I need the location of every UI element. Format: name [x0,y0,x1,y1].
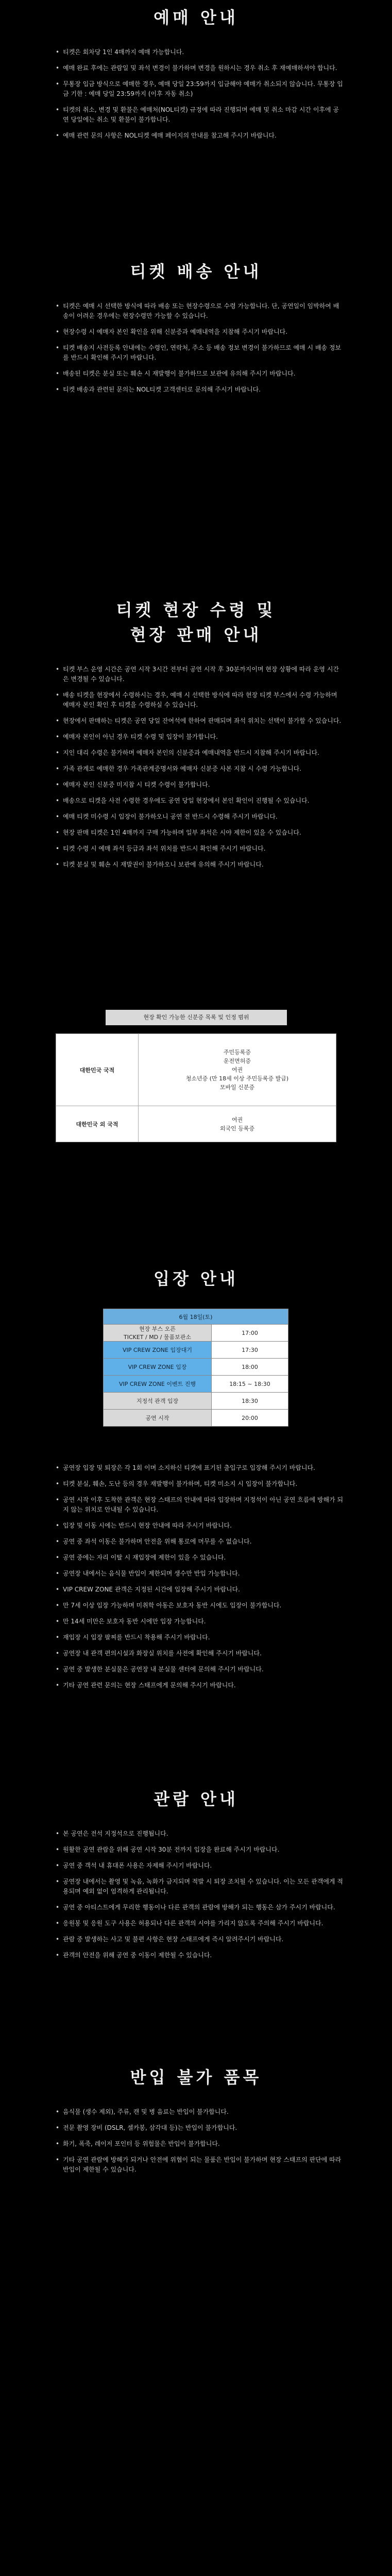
list-item: • 원활한 공연 관람을 위해 공연 시작 30분 전까지 입장을 완료해 주시기 바랍니다. [56,1845,344,1855]
entry-label: VIP CREW ZONE 입장대기 [104,1342,212,1359]
reservation-title-text: 예매 안내 [154,8,238,27]
list-item: • 공연 중에는 자리 이탈 시 재입장에 제한이 있을 수 있습니다. [56,1553,344,1563]
entry-label: VIP CREW ZONE 입장 [104,1359,212,1376]
table-row [56,1106,336,1142]
entry-time: 17:30 [212,1342,288,1359]
entry-label: 현장 부스 오픈 TICKET / MD / 물품보관소 [104,1325,212,1342]
banned-section-title [0,2066,392,2089]
id-list-pill: 현장 확인 가능한 신분증 목록 및 인정 범위 [106,1010,287,1025]
list-item: • 전문 촬영 장비 (DSLR, 셀카봉, 삼각대 등)는 반입이 불가합니다. [56,2123,344,2133]
onsite-section-title [0,598,392,647]
list-item: • 기타 공연 관련 문의는 현장 스태프에게 문의해 주시기 바랍니다. [56,1681,344,1690]
onsite-list [56,665,344,876]
list-item: • 본 공연은 전석 지정석으로 진행됩니다. [56,1829,344,1839]
banned-title-text: 반입 불가 품목 [130,2067,262,2087]
list-item: • 예매 완료 후에는 관람일 및 좌석 변경이 불가하며 변경을 원하시는 경우 취소 후 재예매하셔야 합니다. [56,63,344,73]
list-item: • 티켓의 취소, 변경 및 환불은 예매처(NOL티켓) 규정에 따라 진행되며 예매 및 취소 마감 시간 이후에 공연 당일에는 취소 및 환불이 불가합니다. [56,105,344,125]
list-item: • 현장 판매 티켓은 1인 4매까지 구매 가능하며 일부 좌석은 시야 제한이 있을 수 있습니다. [56,828,344,838]
list-item: • 티켓 분실 및 훼손 시 재발권이 불가하오니 보관에 유의해 주시기 바랍니다. [56,860,344,870]
id-table-label: 대한민국 외 국적 [56,1106,139,1142]
list-item: • 티켓 부스 운영 시간은 공연 시작 3시간 전부터 공연 시작 후 30분까지이며 현장 상황에 따라 운영 시간은 변경될 수 있습니다. [56,665,344,684]
entry-title-text: 입장 안내 [154,1269,238,1289]
delivery-list [56,301,344,401]
entry-list [56,1463,344,1697]
table-row [104,1393,288,1410]
viewing-title-text: 관람 안내 [154,1789,238,1809]
list-item: • 음식물 (생수 제외), 주류, 캔 및 병 음료는 반입이 불가합니다. [56,2107,344,2117]
viewing-section-title [0,1788,392,1810]
list-item: • 예매자 본인 신분증 미지참 시 티켓 수령이 불가합니다. [56,780,344,790]
id-table-value: 여권 외국인 등록증 [139,1106,336,1142]
list-item: • 만 14세 미만은 보호자 동반 시에만 입장 가능합니다. [56,1617,344,1626]
entry-time: 18:30 [212,1393,288,1410]
list-item: • VIP CREW ZONE 관객은 지정된 시간에 입장해 주시기 바랍니다. [56,1585,344,1595]
list-item: • 티켓은 예매 시 선택한 방식에 따라 배송 또는 현장수령으로 수령 가능합니다. 단, 공연일이 임박하여 배송이 어려운 경우에는 현장수령만 가능할 수 있습니다. [56,301,344,321]
list-item: • 공연 시작 이후 도착한 관객은 현장 스태프의 안내에 따라 입장하며 지정석이 아닌 공연 흐름에 방해가 되지 않는 위치로 안내될 수 있습니다. [56,1495,344,1515]
onsite-title-line2: 현장 판매 안내 [130,625,262,645]
table-row [56,1034,336,1106]
banned-list [56,2107,344,2181]
list-item: • 티켓은 회차당 1인 4매까지 예매 가능합니다. [56,47,344,57]
list-item: • 화기, 폭죽, 레이저 포인터 등 위험물은 반입이 불가합니다. [56,2139,344,2149]
viewing-list [56,1829,344,1967]
list-item: • 배송으로 티켓을 사전 수령한 경우에도 공연 당일 현장에서 본인 확인이 진행될 수 있습니다. [56,796,344,806]
list-item: • 공연 중 객석 내 휴대폰 사용은 자제해 주시기 바랍니다. [56,1861,344,1871]
table-row [104,1325,288,1342]
entry-time: 20:00 [212,1410,288,1427]
list-item: • 재입장 시 입장 팔찌를 반드시 착용해 주시기 바랍니다. [56,1633,344,1642]
list-item: • 티켓 수령 시 예매 좌석 등급과 좌석 위치를 반드시 확인해 주시기 바랍니다. [56,844,344,854]
list-item: • 공연장 내 관객 편의시설과 화장실 위치를 사전에 확인해 주시기 바랍니다. [56,1649,344,1658]
list-item: • 관객의 안전을 위해 공연 중 이동이 제한될 수 있습니다. [56,1951,344,1960]
entry-time: 18:00 [212,1359,288,1376]
entry-label: 공연 시작 [104,1410,212,1427]
list-item: • 티켓 배송지 사전등록 안내에는 수령인, 연락처, 주소 등 배송 정보 변경이 불가하므로 예매 시 배송 정보를 반드시 확인해 주시기 바랍니다. [56,343,344,363]
list-item: • 기타 공연 관람에 방해가 되거나 안전에 위협이 되는 물품은 반입이 불가하며 현장 스태프의 판단에 따라 반입이 제한될 수 있습니다. [56,2155,344,2175]
list-item: • 현장에서 판매하는 티켓은 공연 당일 잔여석에 한하여 판매되며 좌석 위치는 선택이 불가할 수 있습니다. [56,716,344,726]
entry-label: 지정석 관객 입장 [104,1393,212,1410]
list-item: • 공연장 입장 및 퇴장은 각 1회 이며 소지하신 티켓에 표기된 출입구로 입장해 주시기 바랍니다. [56,1463,344,1473]
delivery-section-title [0,260,392,283]
list-item: • 배송 티켓을 현장에서 수령하시는 경우, 예매 시 선택한 방식에 따라 현장 티켓 부스에서 수령 가능하며 예매자 본인 확인 후 티켓을 수령하실 수 있습니다. [56,690,344,710]
delivery-title-text: 티켓 배송 안내 [130,262,262,281]
list-item: • 공연 중 아티스트에게 무리한 행동이나 다른 관객의 관람에 방해가 되는 행동은 삼가 주시기 바랍니다. [56,1903,344,1912]
list-item: • 관람 중 발생하는 사고 및 불편 사항은 현장 스태프에게 즉시 알려주시기 바랍니다. [56,1935,344,1944]
list-item: • 가족 관계로 예매한 경우 가족관계증명서와 예매자 신분증 사본 지참 시 수령 가능합니다. [56,764,344,774]
entry-label: VIP CREW ZONE 이벤트 진행 [104,1376,212,1393]
list-item: • 공연 중 좌석 이동은 불가하며 안전을 위해 통로에 머무를 수 없습니다. [56,1537,344,1547]
list-item: • 예매 티켓 미수령 시 입장이 불가하오니 공연 전 반드시 수령해 주시기 바랍니다. [56,812,344,822]
table-row [104,1410,288,1427]
list-item: • 티켓 배송과 관련된 문의는 NOL티켓 고객센터로 문의해 주시기 바랍니다. [56,385,344,395]
entry-time: 18:15 ~ 18:30 [212,1376,288,1393]
list-item: • 현장수령 시 예매자 본인 확인을 위해 신분증과 예매내역을 지참해 주시기 바랍니다. [56,327,344,337]
entry-schedule-table [103,1309,288,1427]
id-table-value: 주민등록증 운전면허증 여권 청소년증 (만 18세 이상 주민등록증 발급) 모바일 신분증 [139,1034,336,1106]
reservation-section-title [0,6,392,29]
list-item: • 만 7세 이상 입장 가능하며 미취학 아동은 보호자 동반 시에도 입장이 불가합니다. [56,1601,344,1611]
list-item: • 입장 및 이동 시에는 반드시 현장 안내에 따라 주시기 바랍니다. [56,1521,344,1531]
onsite-title-line1: 티켓 현장 수령 및 [116,600,276,620]
list-item: • 배송된 티켓은 분실 또는 훼손 시 재발행이 불가하므로 보관에 유의해 주시기 바랍니다. [56,369,344,379]
table-row [104,1342,288,1359]
table-row [104,1359,288,1376]
table-row [104,1376,288,1393]
reservation-list [56,47,344,147]
list-item: • 지인 대리 수령은 불가하며 예매자 본인의 신분증과 예매내역을 반드시 지참해 주시기 바랍니다. [56,748,344,758]
list-item: • 예매자 본인이 아닌 경우 티켓 수령 및 입장이 불가합니다. [56,732,344,742]
list-item: • 티켓 분실, 훼손, 도난 등의 경우 재발행이 불가하며, 티켓 미소지 시 입장이 불가합니다. [56,1479,344,1489]
list-item: • 예매 관련 문의 사항은 NOL티켓 예매 페이지의 안내를 참고해 주시기 바랍니다. [56,131,344,141]
list-item: • 공연장 내에서는 음식물 반입이 제한되며 생수만 반입 가능합니다. [56,1569,344,1579]
list-item: • 공연 중 발생한 분실물은 공연장 내 분실물 센터에 문의해 주시기 바랍니다. [56,1665,344,1674]
list-item: • 응원봉 및 응원 도구 사용은 허용되나 다른 관객의 시야를 가리지 않도록 주의해 주시기 바랍니다. [56,1919,344,1928]
list-item: • 공연장 내에서는 촬영 및 녹음, 녹화가 금지되며 적발 시 퇴장 조치될 수 있습니다. 이는 모든 관객에게 적용되며 예외 없이 엄격하게 관리됩니다. [56,1877,344,1896]
id-table-label: 대한민국 국적 [56,1034,139,1106]
table-header [104,1309,288,1325]
entry-time: 17:00 [212,1325,288,1342]
id-table [56,1033,336,1142]
entry-section-title [0,1267,392,1290]
list-item: • 무통장 입금 방식으로 예매한 경우, 예매 당일 23:59까지 입금해야 예매가 취소되지 않습니다. 무통장 입금 기한 : 예매 당일 23:59까지 (이후 자동 취소) [56,79,344,99]
entry-table-header: 6월 18일(토) [104,1309,288,1325]
